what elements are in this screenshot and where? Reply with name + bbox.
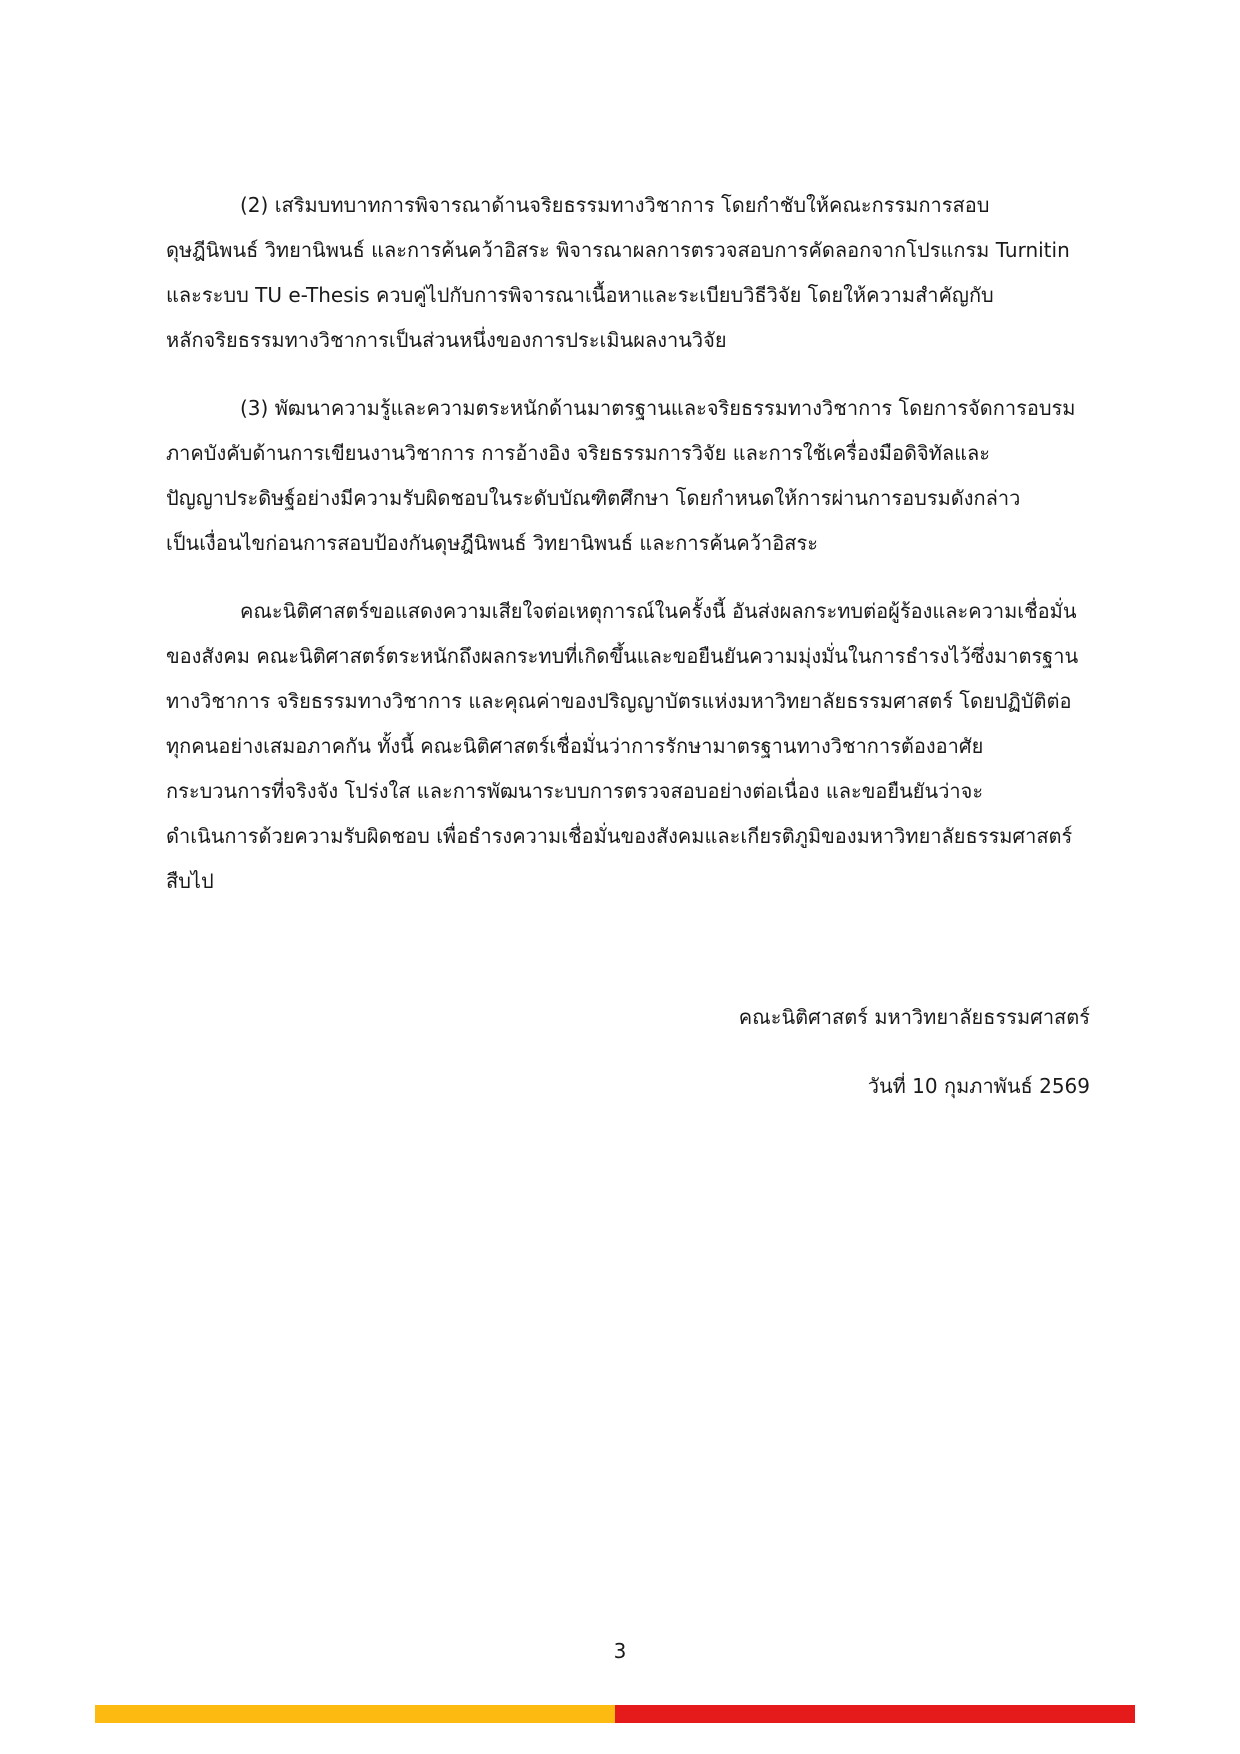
closing-paragraph-line-6: ดำเนินการด้วยความรับผิดชอบ เพื่อธำรงความเชื่อมั่นของสังคมและเกียรติภูมิของมหาวิทยาลัยธรรมศาสตร์ (166, 824, 1073, 848)
paragraph-3-line-2: ภาคบังคับด้านการเขียนงานวิชาการ การอ้างอิง จริยธรรมการวิจัย และการใช้เครื่องมือดิจิทัลและ (166, 441, 991, 465)
closing-paragraph-line-3: ทางวิชาการ จริยธรรมทางวิชาการ และคุณค่าของปริญญาบัตรแห่งมหาวิทยาลัยธรรมศาสตร์ โดยปฏิบัติต่อ (166, 689, 1072, 713)
closing-paragraph-line-1: คณะนิติศาสตร์ขอแสดงความเสียใจต่อเหตุการณ์ในครั้งนี้ อันส่งผลกระทบต่อผู้ร้องและความเชื่อมั่น (240, 599, 1077, 623)
paragraph-3-line-1: (3) พัฒนาความรู้และความตระหนักด้านมาตรฐานและจริยธรรมทางวิชาการ โดยการจัดการอบรม (240, 396, 1076, 420)
footer-red-bar (615, 1705, 1135, 1723)
page-number: 3 (613, 1639, 627, 1663)
closing-paragraph-line-7: สืบไป (166, 869, 214, 893)
paragraph-2-line-4: หลักจริยธรรมทางวิชาการเป็นส่วนหนึ่งของการประเมินผลงานวิจัย (166, 328, 727, 352)
closing-paragraph-line-5: กระบวนการที่จริงจัง โปร่งใส และการพัฒนาระบบการตรวจสอบอย่างต่อเนื่อง และขอยืนยันว่าจะ (166, 779, 984, 803)
signoff-organization: คณะนิติศาสตร์ มหาวิทยาลัยธรรมศาสตร์ (738, 1005, 1090, 1029)
paragraph-3-line-3: ปัญญาประดิษฐ์อย่างมีความรับผิดชอบในระดับบัณฑิตศึกษา โดยกำหนดให้การผ่านการอบรมดังกล่าว (166, 486, 1021, 510)
signoff-date: วันที่ 10 กุมภาพันธ์ 2569 (867, 1074, 1090, 1098)
paragraph-3-line-4: เป็นเงื่อนไขก่อนการสอบป้องกันดุษฎีนิพนธ์ วิทยานิพนธ์ และการค้นคว้าอิสระ (166, 531, 818, 555)
footer-yellow-bar (95, 1705, 615, 1723)
paragraph-2-line-1: (2) เสริมบทบาทการพิจารณาด้านจริยธรรมทางวิชาการ โดยกำชับให้คณะกรรมการสอบ (240, 193, 990, 217)
paragraph-2-line-2: ดุษฎีนิพนธ์ วิทยานิพนธ์ และการค้นคว้าอิสระ พิจารณาผลการตรวจสอบการคัดลอกจากโปรแกรม Turnitin (166, 238, 1070, 262)
closing-paragraph-line-4: ทุกคนอย่างเสมอภาคกัน ทั้งนี้ คณะนิติศาสตร์เชื่อมั่นว่าการรักษามาตรฐานทางวิชาการต้องอาศัย (166, 734, 984, 758)
closing-paragraph-line-2: ของสังคม คณะนิติศาสตร์ตระหนักถึงผลกระทบที่เกิดขึ้นและขอยืนยันความมุ่งมั่นในการธำรงไว้ซึ่งมาตรฐาน (166, 644, 1079, 668)
paragraph-2-line-3: และระบบ TU e-Thesis ควบคู่ไปกับการพิจารณาเนื้อหาและระเบียบวิธีวิจัย โดยให้ความสำคัญกับ (166, 283, 994, 307)
